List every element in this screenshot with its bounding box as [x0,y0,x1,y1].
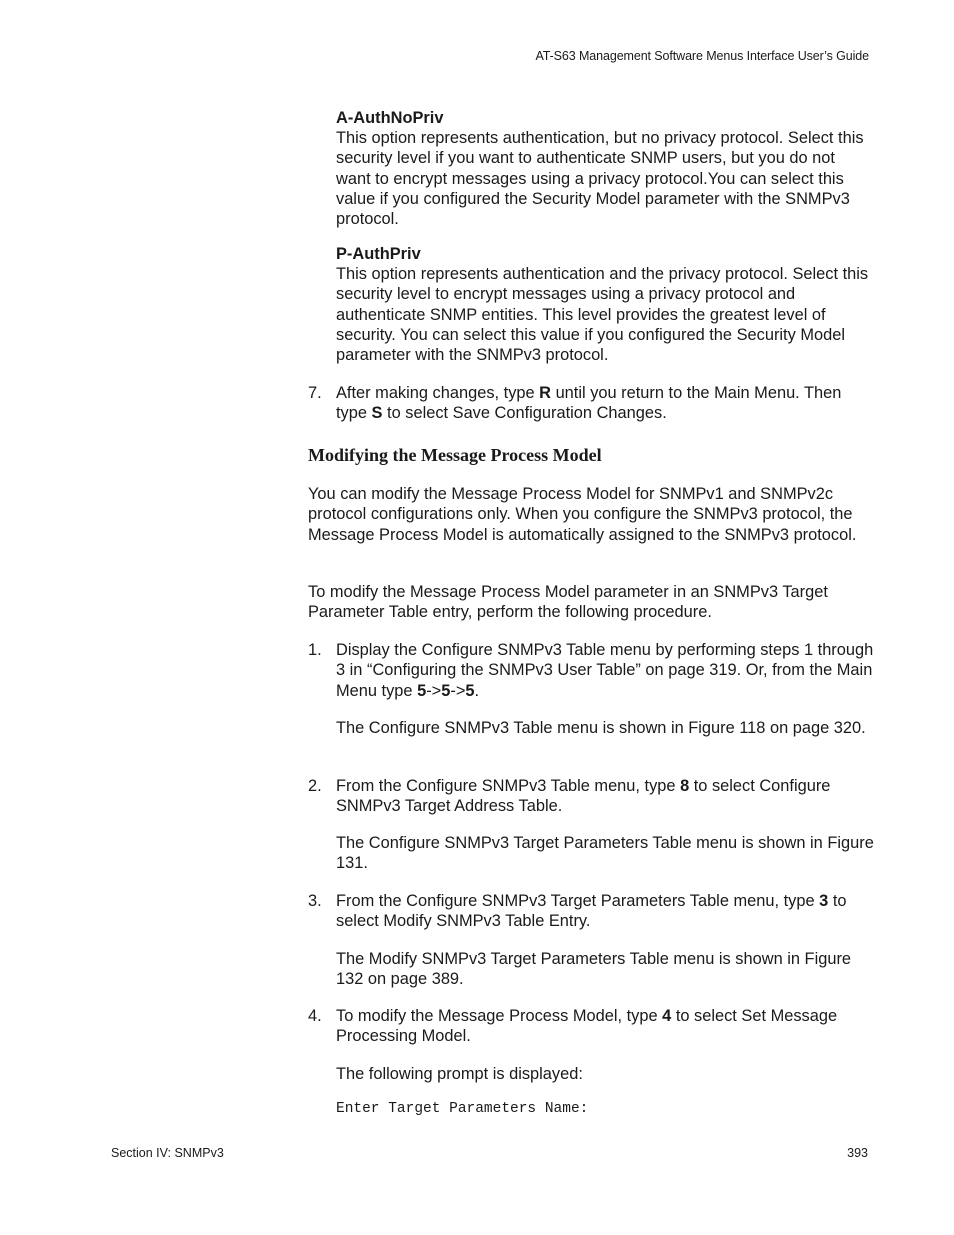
step-text: To modify the Message Process Model, type 4 to select Set Message Processing Model. [336,1007,838,1046]
step-number: 3. [308,892,322,910]
intro-paragraph: You can modify the Message Process Model for SNMPv1 and SNMPv2c protocol configurations only. When you configure the SNMPv3 protocol, the Message Process Model is automatically assigned to the SNMPv3 protocol. [308,485,857,544]
step-number: 4. [308,1007,322,1025]
step-number: 1. [308,641,322,659]
step-number: 2. [308,777,322,795]
option-a-authnopriv [336,108,874,229]
page-number: 393 [847,1146,868,1160]
step-note: The Configure SNMPv3 Target Parameters Table menu is shown in Figure 131. [336,834,874,873]
step-note: The Configure SNMPv3 Table menu is shown in Figure 118 on page 320. [336,719,866,737]
option-description: This option represents authentication, but no privacy protocol. Select this security level if you want to authenticate SNMP users, but you do not want to encrypt messages using a privacy protocol.You can select this value if you configured the Security Model parameter with the SNMPv3 protocol. [336,129,864,229]
cli-prompt: Enter Target Parameters Name: [336,1101,589,1117]
section-heading: Modifying the Message Process Model [308,445,602,465]
footer-section: Section IV: SNMPv3 [111,1146,224,1160]
option-p-authpriv [336,244,874,365]
procedure-intro: To modify the Message Process Model parameter in an SNMPv3 Target Parameter Table entry, perform the following procedure. [308,583,828,622]
running-header: AT-S63 Management Software Menus Interface User’s Guide [535,49,869,63]
step-text: From the Configure SNMPv3 Target Parameters Table menu, type 3 to select Modify SNMPv3 Table Entry. [336,892,847,931]
step-note: The following prompt is displayed: [336,1065,583,1083]
step-text: Display the Configure SNMPv3 Table menu by performing steps 1 through 3 in “Configuring the SNMPv3 User Table” on page 319. Or, from the Main Menu type 5->5->5. [336,641,874,700]
step-note: The Modify SNMPv3 Target Parameters Table menu is shown in Figure 132 on page 389. [336,950,852,989]
option-term: A-AuthNoPriv [336,109,444,127]
step-text: From the Configure SNMPv3 Table menu, type 8 to select Configure SNMPv3 Target Address Table. [336,777,831,816]
option-term: P-AuthPriv [336,245,421,263]
step-text: After making changes, type R until you return to the Main Menu. Then type S to select Save Configuration Changes. [336,384,842,423]
step-number: 7. [308,384,322,402]
option-description: This option represents authentication and the privacy protocol. Select this security level to encrypt messages using a privacy protocol and authenticate SNMP entities. This level provides the greatest level of security. You can select this value if you configured the Security Model parameter with the SNMPv3 protocol. [336,265,869,365]
